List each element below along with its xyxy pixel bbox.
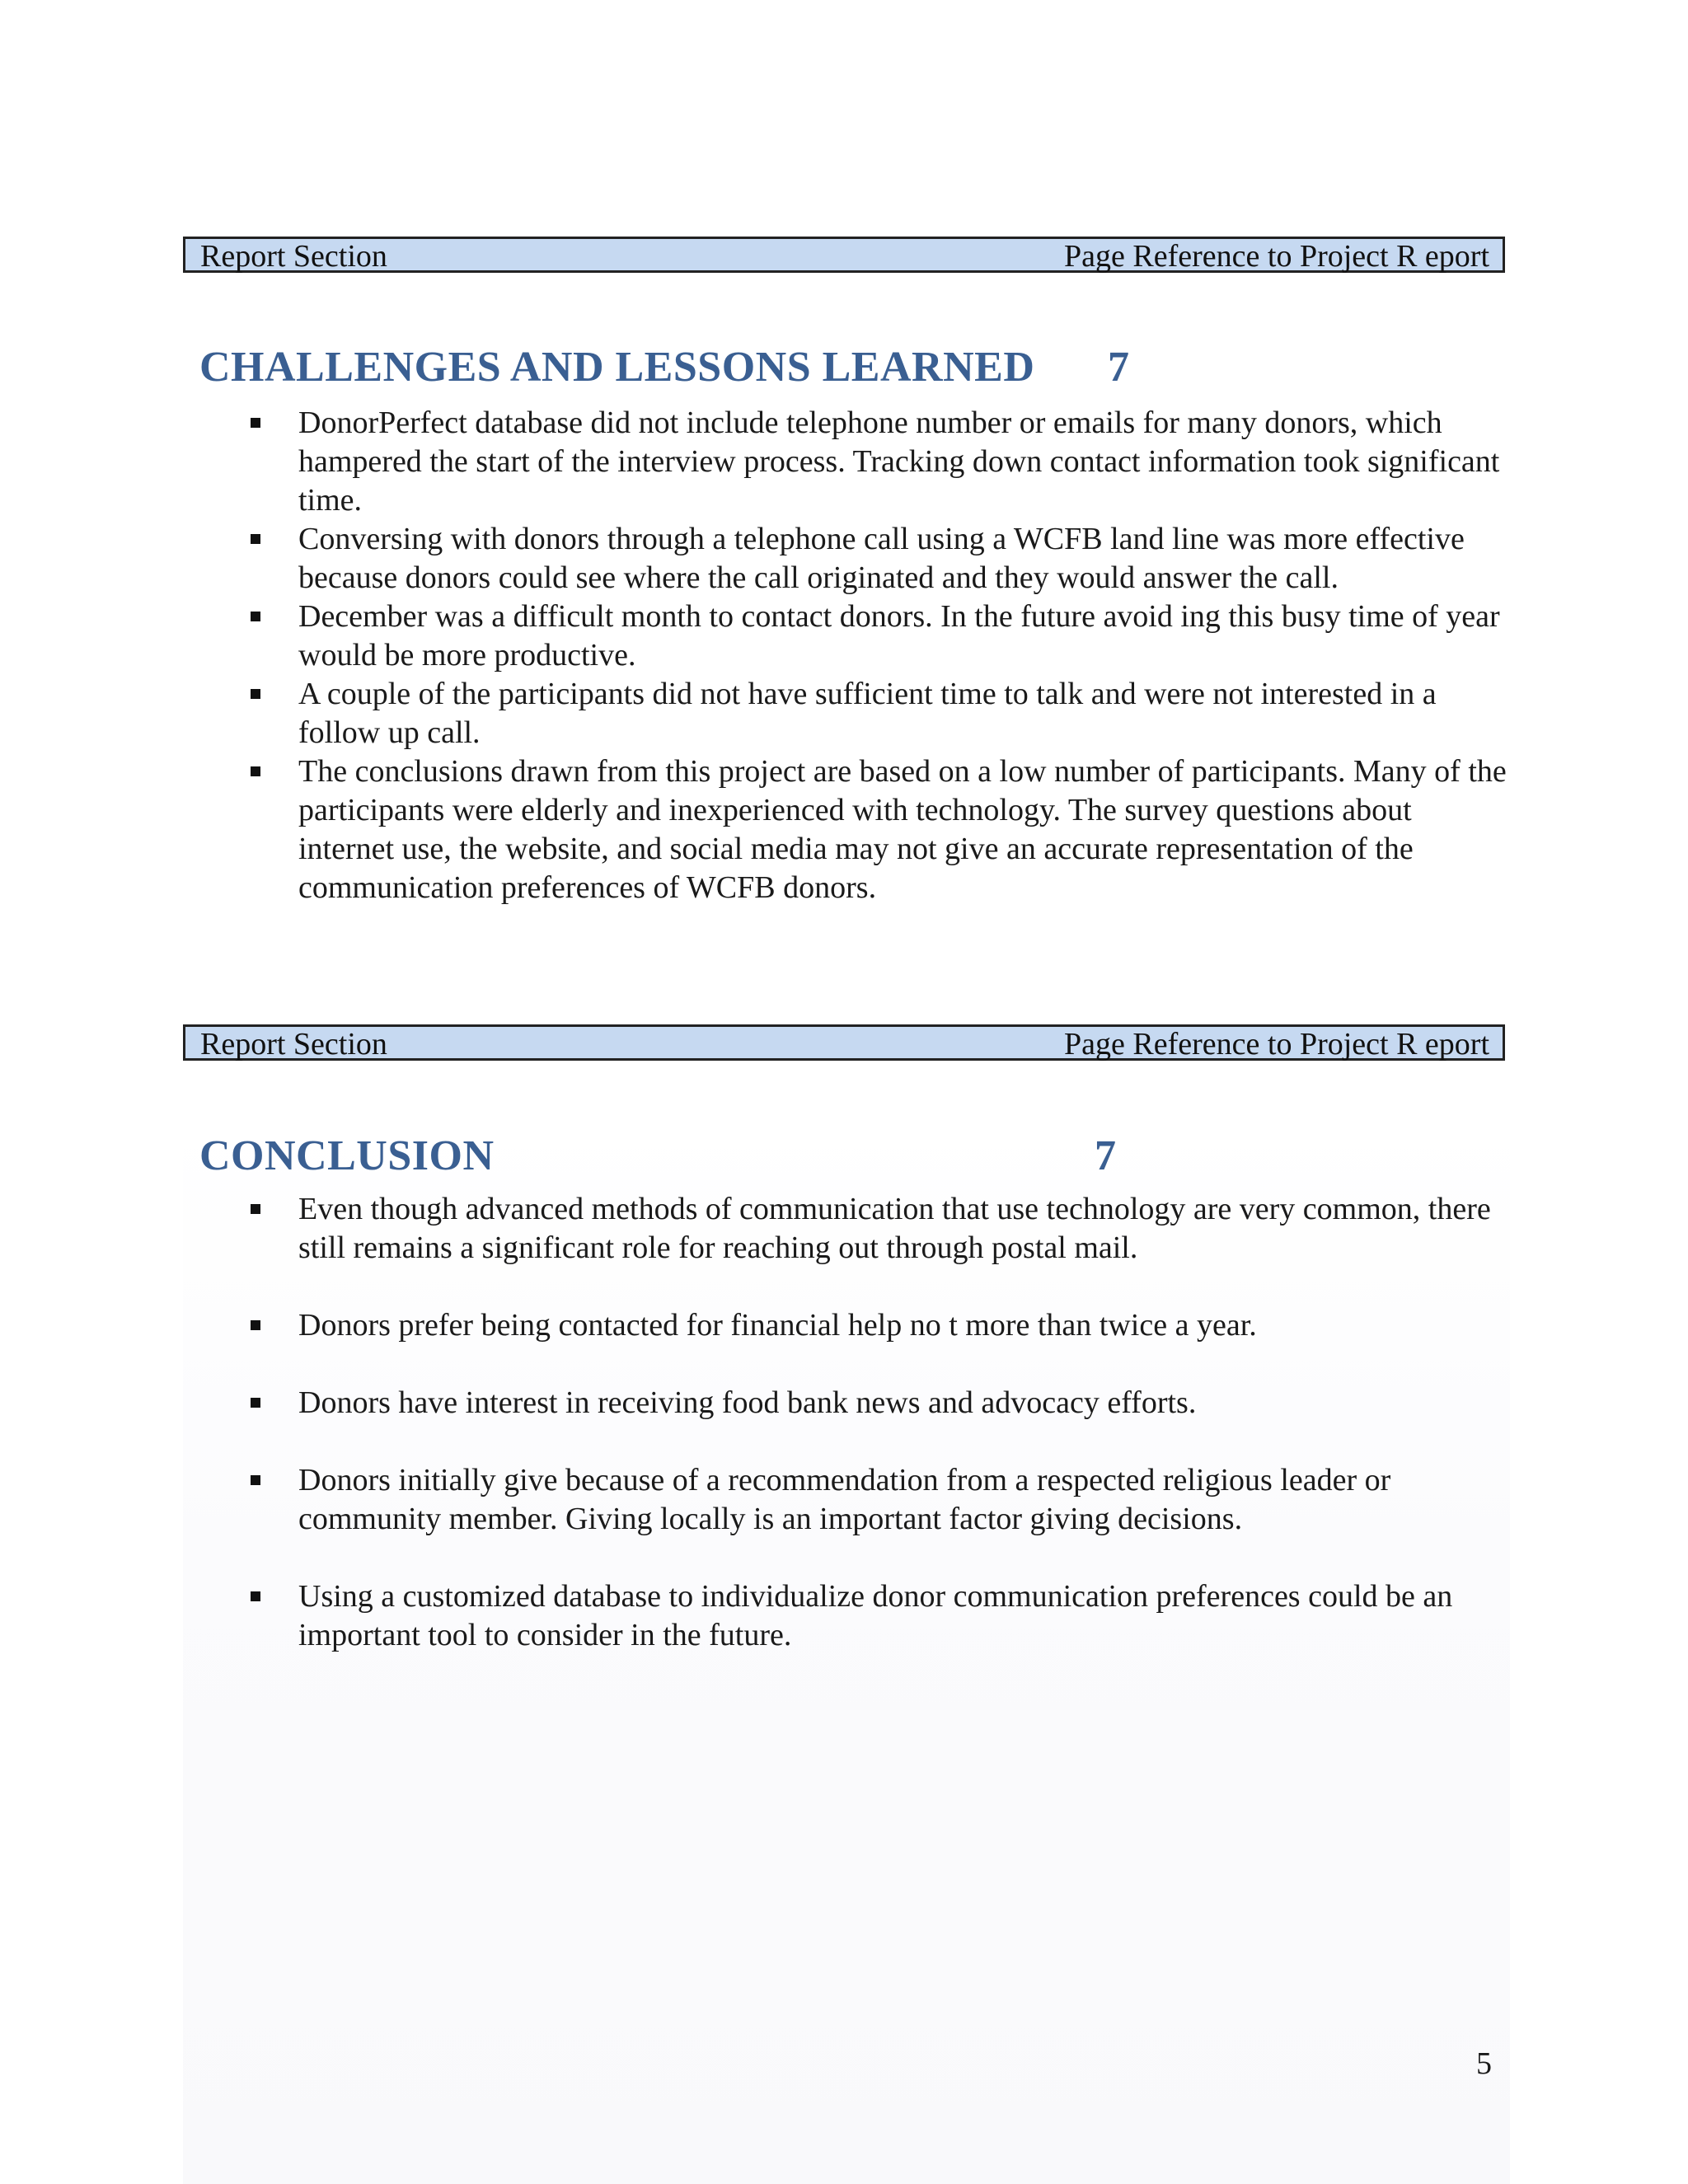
list-item: Donors prefer being contacted for financial help no t more than twice a year. <box>0 1306 1688 1345</box>
list-item: The conclusions drawn from this project are based on a low number of participants. Many of the participants were elderly and inexperienced with technology. The survey questions about internet use, the website, and social media may not give an accurate representation of the communication preferences of WCFB donors. <box>0 752 1688 907</box>
square-bullet-icon <box>251 1398 260 1408</box>
square-bullet-icon <box>251 1475 260 1485</box>
conclusion-page-ref: 7 <box>1095 1132 1116 1179</box>
list-item: Conversing with donors through a telephone call using a WCFB land line was more effective because donors could see where the call originated and they would answer the call. <box>0 520 1688 598</box>
conclusion-heading: CONCLUSION <box>199 1132 495 1179</box>
page-reference-label: Page Reference to Project R eport <box>1064 1027 1489 1062</box>
page-number: 5 <box>1476 2046 1492 2081</box>
report-section-header-bar <box>183 1024 1505 1061</box>
square-bullet-icon <box>251 1204 260 1214</box>
square-bullet-icon <box>251 1591 260 1601</box>
square-bullet-icon <box>251 1320 260 1330</box>
report-section-header-bar <box>183 237 1505 273</box>
list-item: Even though advanced methods of communication that use technology are very common, there still remains a significant role for reaching out through postal mail. <box>0 1190 1688 1268</box>
list-item: Donors initially give because of a recommendation from a respected religious leader or community member. Giving locally is an important factor giving decisions. <box>0 1461 1688 1539</box>
page-reference-label: Page Reference to Project R eport <box>1064 239 1489 274</box>
challenges-heading: CHALLENGES AND LESSONS LEARNED <box>199 344 1035 391</box>
square-bullet-icon <box>251 766 260 776</box>
report-section-label: Report Section <box>200 239 387 274</box>
square-bullet-icon <box>251 612 260 621</box>
list-item: DonorPerfect database did not include telephone number or emails for many donors, which hampered the start of the interview process. Tracking down contact information took significant time. <box>0 404 1688 520</box>
square-bullet-icon <box>251 689 260 699</box>
square-bullet-icon <box>251 534 260 544</box>
report-section-label: Report Section <box>200 1027 387 1062</box>
challenges-page-ref: 7 <box>1108 344 1129 391</box>
list-item: Using a customized database to individualize donor communication preferences could be an important tool to consider in the future. <box>0 1577 1688 1655</box>
list-item: Donors have interest in receiving food bank news and advocacy efforts. <box>0 1384 1688 1422</box>
challenges-bullet-list <box>0 404 1688 907</box>
list-item: December was a difficult month to contact donors. In the future avoid ing this busy time of year would be more productive. <box>0 598 1688 675</box>
conclusion-bullet-list <box>0 1190 1688 1694</box>
square-bullet-icon <box>251 418 260 428</box>
list-item: A couple of the participants did not have sufficient time to talk and were not interested in a follow up call. <box>0 675 1688 752</box>
